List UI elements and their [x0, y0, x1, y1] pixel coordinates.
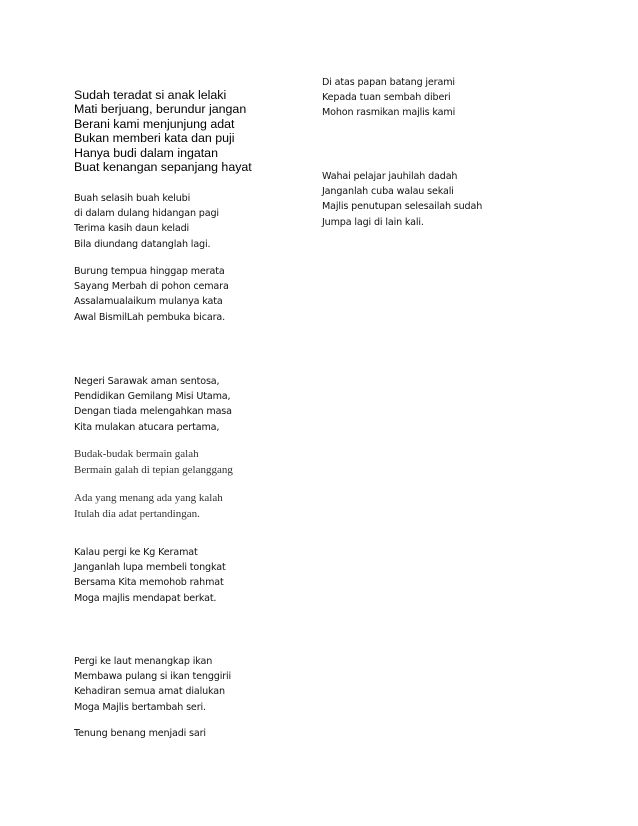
poem-line: Ada yang menang ada yang kalah	[74, 492, 223, 504]
poem-line: Pergi ke laut menangkap ikan	[74, 656, 213, 667]
poem-line: Budak-budak bermain galah	[74, 448, 199, 460]
poem-line: Tenung benang menjadi sari	[74, 728, 206, 739]
poem-line: Buat kenangan sepanjang hayat	[74, 160, 252, 175]
poem-line: Bukan memberi kata dan puji	[74, 131, 235, 146]
poem-line: Jumpa lagi di lain kali.	[322, 216, 424, 228]
poem-line: Assalamualaikum mulanya kata	[74, 296, 223, 308]
stanza-pergi-ke-laut	[74, 654, 231, 715]
poem-line: Dengan tiada melengahkan masa	[74, 406, 232, 418]
poem-line: Bermain galah di tepian gelanggang	[74, 464, 233, 476]
poem-line: Kehadiran semua amat dialukan	[74, 686, 225, 698]
poem-line: di dalam dulang hidangan pagi	[74, 208, 219, 220]
poem-line: Kalau pergi ke Kg Keramat	[74, 547, 198, 558]
poem-line: Itulah dia adat pertandingan.	[74, 508, 200, 520]
poem-line: Janganlah lupa membeli tongkat	[74, 562, 226, 574]
stanza-wahai-pelajar	[322, 169, 482, 230]
poem-line: Mati berjuang, berundur jangan	[74, 102, 247, 117]
poem-line: Kepada tuan sembah diberi	[322, 92, 451, 104]
stanza-buah-selasih	[74, 191, 219, 252]
poem-line: Moga Majlis bertambah seri.	[74, 701, 206, 713]
poem-line: Mohon rasmikan majlis kami	[322, 107, 456, 119]
stanza-tenung-benang	[74, 726, 206, 741]
stanza-kalau-pergi	[74, 545, 226, 606]
poem-line: Janganlah cuba walau sekali	[322, 186, 454, 198]
poem-line: Buah selasih buah kelubi	[74, 193, 191, 204]
poem-line: Bersama Kita memohob rahmat	[74, 577, 224, 589]
stanza-ada-yang-menang	[74, 490, 223, 522]
poem-line: Terima kasih daun keladi	[74, 223, 190, 235]
stanza-budak-budak	[74, 446, 233, 478]
poem-line: Membawa pulang si ikan tenggirii	[74, 671, 232, 683]
poem-line: Wahai pelajar jauhilah dadah	[322, 171, 458, 182]
poem-line: Pendidikan Gemilang Misi Utama,	[74, 391, 231, 403]
poem-line: Awal BismilLah pembuka bicara.	[74, 311, 225, 323]
poem-line: Negeri Sarawak aman sentosa,	[74, 376, 220, 387]
poem-line: Burung tempua hinggap merata	[74, 266, 225, 277]
stanza-negeri-sarawak	[74, 374, 232, 435]
poem-line: Sayang Merbah di pohon cemara	[74, 281, 229, 293]
poem-line: Hanya budi dalam ingatan	[74, 145, 218, 160]
stanza-burung-tempua	[74, 264, 229, 325]
poem-line: Moga majlis mendapat berkat.	[74, 592, 217, 604]
poem-line: Berani kami menjunjung adat	[74, 116, 235, 131]
poem-line: Di atas papan batang jerami	[322, 77, 455, 88]
stanza-di-atas-papan	[322, 75, 455, 121]
poem-line: Bila diundang datanglah lagi.	[74, 238, 211, 250]
poem-line: Sudah teradat si anak lelaki	[74, 88, 227, 102]
stanza-sudah-teradat	[74, 88, 252, 174]
poem-line: Kita mulakan atucara pertama,	[74, 421, 220, 433]
poem-line: Majlis penutupan selesailah sudah	[322, 201, 483, 213]
